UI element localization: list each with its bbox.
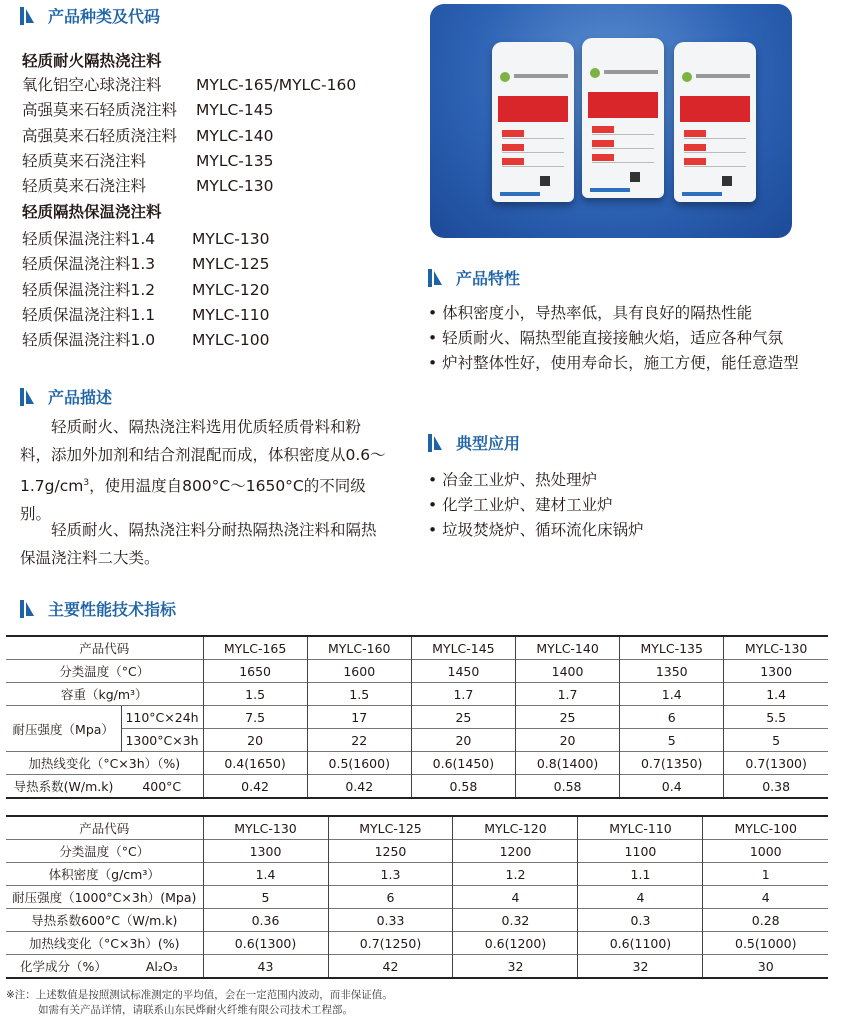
product-name: 轻质保温浇注料1.2	[22, 280, 156, 299]
description-paragraph-2: 轻质耐火、隔热浇注料分耐热隔热浇注料和隔热保温浇注料二大类。	[20, 521, 377, 567]
product-code: MYLC-140	[196, 126, 274, 145]
section-title-types: 产品种类及代码	[20, 4, 160, 27]
product-code: MYLC-165/MYLC-160	[196, 76, 357, 94]
table-cell: 0.6(1200)	[453, 932, 578, 955]
product-name: 轻质保温浇注料1.0	[22, 331, 156, 350]
table-cell: 32	[578, 955, 703, 979]
row-label: 容重（kg/m³）	[6, 683, 203, 706]
row-label: 分类温度（°C）	[6, 660, 203, 683]
row-sublabel: 400°C	[121, 775, 203, 799]
product-name: 轻质保温浇注料1.1	[22, 305, 156, 324]
row-label: 导热系数600°C（W/m.k)	[6, 909, 203, 932]
header-cell: MYLC-110	[578, 816, 703, 840]
row-label: 分类温度（°C）	[6, 840, 203, 863]
product-name: 氧化铝空心球浇注料	[22, 76, 162, 94]
table-cell: 4	[703, 886, 828, 909]
table-cell: 6	[620, 706, 724, 729]
section-marker-icon	[20, 388, 36, 406]
table-cell: 1300	[203, 840, 328, 863]
table-cell: 32	[453, 955, 578, 979]
table-row	[6, 886, 828, 909]
table-cell: 0.28	[703, 909, 828, 932]
table-cell: 4	[578, 886, 703, 909]
table-cell: 0.58	[515, 775, 619, 799]
table-row	[6, 729, 828, 752]
table-cell: 1	[703, 863, 828, 886]
table-cell: 0.58	[411, 775, 515, 799]
row-label: 导热系数(W/m.k)	[6, 775, 121, 799]
table-cell: 0.6(1100)	[578, 932, 703, 955]
product-name: 轻质莫来石浇注料	[22, 177, 147, 196]
table-cell: 0.4	[620, 775, 724, 799]
table-cell: 0.38	[724, 775, 828, 799]
feature-item: • 炉衬整体性好，使用寿命长，施工方便，能任意造型	[428, 354, 799, 372]
table-row	[6, 775, 828, 799]
section-title-features: 产品特性	[428, 266, 520, 289]
header-cell: MYLC-135	[620, 636, 724, 660]
table-cell: 1000	[703, 840, 828, 863]
table-cell: 1.7	[515, 683, 619, 706]
table-row	[6, 706, 828, 729]
table-cell: 22	[307, 729, 411, 752]
table-row	[6, 660, 828, 683]
table-cell: 1650	[203, 660, 307, 683]
table-cell: 20	[515, 729, 619, 752]
table-cell: 0.8(1400)	[515, 752, 619, 775]
row-label: 加热线变化（°C×3h）（%)	[6, 752, 203, 775]
table-cell: 0.32	[453, 909, 578, 932]
row-label: 化学成分（%）	[6, 955, 121, 979]
description-paragraph-1: 轻质耐火、隔热浇注料选用优质轻质骨料和粉料，添加外加剂和结合剂混配而成，体积密度从$0.6\sim 1.7g/cm^3$，使用温度自800°C～1650°C的不同级别。	[20, 418, 386, 524]
table-cell: 1.5	[307, 683, 411, 706]
table-cell: 43	[203, 955, 328, 979]
row-label: 加热线变化（°C×3h）(%)	[6, 932, 203, 955]
table-cell: 6	[328, 886, 453, 909]
table-cell: 0.5(1000)	[703, 932, 828, 955]
table-cell: 0.7(1250)	[328, 932, 453, 955]
header-cell: MYLC-165	[203, 636, 307, 660]
table-cell: 1200	[453, 840, 578, 863]
application-item: • 化学工业炉、建材工业炉	[428, 496, 613, 514]
section-marker-icon	[20, 600, 36, 618]
table-cell: 1.4	[620, 683, 724, 706]
table-cell: 7.5	[203, 706, 307, 729]
table-cell: 0.7(1300)	[724, 752, 828, 775]
row-label: 耐压强度（1000°C×3h）(Mpa)	[6, 886, 203, 909]
table-row	[6, 932, 828, 955]
table-cell: 4	[453, 886, 578, 909]
table-cell: 0.6(1300)	[203, 932, 328, 955]
table-cell: 0.5(1600)	[307, 752, 411, 775]
table-cell: 25	[411, 706, 515, 729]
product-bag	[674, 42, 756, 202]
section-title-applications: 典型应用	[428, 431, 520, 454]
table-cell: 1350	[620, 660, 724, 683]
table-row	[6, 683, 828, 706]
table-cell: 1.7	[411, 683, 515, 706]
header-cell: MYLC-160	[307, 636, 411, 660]
table-cell: 1.5	[203, 683, 307, 706]
product-bag	[492, 42, 574, 202]
product-code: MYLC-110	[192, 305, 270, 324]
table-row	[6, 955, 828, 979]
feature-item: • 体积密度小，导热率低，具有良好的隔热性能	[428, 304, 753, 322]
product-code: MYLC-130	[196, 177, 274, 196]
product-bag	[582, 38, 664, 198]
table-cell: 5	[203, 886, 328, 909]
table-cell: 0.4(1650)	[203, 752, 307, 775]
table-cell: 0.33	[328, 909, 453, 932]
table-cell: 1.4	[724, 683, 828, 706]
row-sublabel: 1300°C×3h	[121, 729, 203, 752]
section-title-description: 产品描述	[20, 385, 112, 408]
header-cell: MYLC-145	[411, 636, 515, 660]
table-cell: 1.1	[578, 863, 703, 886]
table-cell: 1400	[515, 660, 619, 683]
product-code: MYLC-145	[196, 101, 274, 120]
row-sublabel: Al₂O₃	[121, 955, 203, 979]
table-cell: 17	[307, 706, 411, 729]
table-row	[6, 636, 828, 660]
footnote-contact: 如需有关产品详情，请联系山东民烨耐火纤维有限公司技术工程部。	[38, 1004, 353, 1016]
group1-title: 轻质耐火隔热浇注料	[22, 52, 162, 70]
spec-table-2	[6, 815, 828, 979]
table-cell: 0.36	[203, 909, 328, 932]
section-marker-icon	[428, 434, 444, 452]
section-marker-icon	[20, 7, 36, 25]
header-cell: 产品代码	[6, 636, 203, 660]
product-name: 高强莫来石轻质浇注料	[22, 126, 178, 145]
table-row	[6, 863, 828, 886]
table-cell: 1300	[724, 660, 828, 683]
footnote: ※注：上述数值是按照测试标准测定的平均值，会在一定范围内波动，而非保证值。	[6, 989, 393, 1001]
row-label: 耐压强度（Mpa）	[6, 706, 121, 752]
header-cell: MYLC-120	[453, 816, 578, 840]
table-cell: 20	[411, 729, 515, 752]
table-cell: 25	[515, 706, 619, 729]
product-bags-photo	[430, 4, 792, 238]
table-cell: 5	[724, 729, 828, 752]
table-cell: 1100	[578, 840, 703, 863]
row-label: 体积密度（g/cm³）	[6, 863, 203, 886]
product-name: 轻质莫来石浇注料	[22, 151, 147, 170]
table-cell: 20	[203, 729, 307, 752]
table-cell: 0.3	[578, 909, 703, 932]
header-cell: MYLC-130	[203, 816, 328, 840]
table-cell: 0.42	[203, 775, 307, 799]
table-cell: 1450	[411, 660, 515, 683]
section-title-specs: 主要性能技术指标	[20, 597, 176, 620]
table-row	[6, 909, 828, 932]
table-cell: 5.5	[724, 706, 828, 729]
product-code: MYLC-130	[192, 230, 270, 248]
table-row	[6, 752, 828, 775]
header-cell: MYLC-125	[328, 816, 453, 840]
table-row	[6, 816, 828, 840]
product-name: 轻质保温浇注料1.3	[22, 255, 156, 274]
header-cell: 产品代码	[6, 816, 203, 840]
product-code: MYLC-135	[196, 151, 274, 170]
table-cell: 1.3	[328, 863, 453, 886]
header-cell: MYLC-100	[703, 816, 828, 840]
application-item: • 冶金工业炉、热处理炉	[428, 471, 598, 489]
section-marker-icon	[428, 269, 444, 287]
table-cell: 0.6(1450)	[411, 752, 515, 775]
table-cell: 5	[620, 729, 724, 752]
table-cell: 1.2	[453, 863, 578, 886]
table-cell: 1600	[307, 660, 411, 683]
table-cell: 1250	[328, 840, 453, 863]
application-item: • 垃圾焚烧炉、循环流化床锅炉	[428, 521, 644, 539]
spec-table-1	[6, 635, 828, 799]
table-cell: 1.4	[203, 863, 328, 886]
feature-item: • 轻质耐火、隔热型能直接接触火焰，适应各种气氛	[428, 329, 784, 347]
product-code: MYLC-100	[192, 331, 270, 350]
product-code: MYLC-120	[192, 280, 270, 299]
table-cell: 30	[703, 955, 828, 979]
table-cell: 42	[328, 955, 453, 979]
table-cell: 0.42	[307, 775, 411, 799]
header-cell: MYLC-140	[515, 636, 619, 660]
product-code: MYLC-125	[192, 255, 270, 274]
row-sublabel: 110°C×24h	[121, 706, 203, 729]
product-name: 轻质保温浇注料1.4	[22, 230, 156, 248]
table-cell: 0.7(1350)	[620, 752, 724, 775]
header-cell: MYLC-130	[724, 636, 828, 660]
table-row	[6, 840, 828, 863]
group2-title: 轻质隔热保温浇注料	[22, 203, 162, 221]
product-name: 高强莫来石轻质浇注料	[22, 101, 178, 120]
